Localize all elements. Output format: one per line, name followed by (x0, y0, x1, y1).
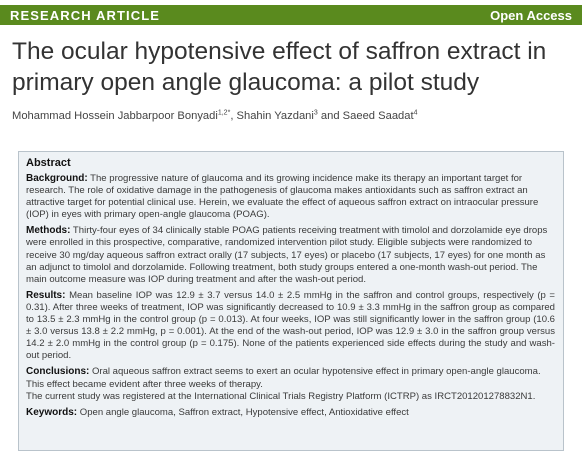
article-type-label: RESEARCH ARTICLE (10, 7, 161, 23)
results-label: Results: (26, 289, 66, 301)
author-name[interactable]: Shahin Yazdani (236, 110, 314, 122)
abstract-keywords (26, 407, 555, 419)
author-affiliation: 4 (413, 109, 418, 117)
open-access-label[interactable]: Open Access (490, 7, 572, 23)
methods-label: Methods: (26, 225, 71, 237)
keywords-label: Keywords: (26, 406, 78, 418)
author-list (12, 110, 418, 122)
background-text: The progressive nature of glaucoma and its growing incidence make its therapy an important target for research. The role of oxidative damage in the pathogenesis of glaucoma makes antioxidants such as saffron extract an attractive target for potential clinical use. Herein, we evaluate the effect of aqueous saffron extract on intraocular pressure (IOP) in eyes with primary open-angle glaucoma (POAG). (26, 173, 539, 221)
abstract-box (18, 151, 564, 451)
abstract-heading: Abstract (26, 157, 71, 169)
methods-text: Thirty-four eyes of 34 clinically stable POAG patients receiving treatment with timolol and dorzolamide eye drops were enrolled in this prospective, comparative, randomized intervention pilot study. Eligible subjects were randomized to receive 30 mg/day aqueous saffron extract orally (17 subjects, 17 eyes) or placebo (17 subjects, 17 eyes) for one month as an adjunct to timolol and dorzolamide. Following treatment, both study groups entered a one-month wash-out period. The main outcome measure was IOP during treatment and after the wash-out period. (26, 225, 548, 285)
article-title: The ocular hypotensive effect of saffron extract in primary open angle glaucoma: a pilot study (12, 38, 547, 96)
results-text: Mean baseline IOP was 12.9 ± 3.7 versus 14.0 ± 2.5 mmHg in the saffron and control groups, respectively (p = 0.31). After three weeks of treatment, IOP was significantly decreased to 10.9 ± 3.3 mmHg in the saffron group as compared to 13.5 ± 2.3 mmHg in the control group (p = 0.013). At four weeks, IOP was still significantly lower in the saffron group (10.6 ± 3.0 versus 13.8 ± 2.2 mmHg, p = 0.001). At the end of the wash-out period, IOP was 12.9 ± 3.0 in the saffron group versus 14.2 ± 2.0 mmHg in the control group (p = 0.175). None of the patients experienced side effects during the study and wash-out period. (26, 289, 555, 362)
article-header-bar (0, 5, 582, 25)
abstract-results (26, 290, 555, 363)
trial-registration: The current study was registered at the International Clinical Trials Registry Platform (ICTRP) as IRCT201201278832N1. (26, 390, 536, 402)
abstract-background (26, 173, 555, 221)
conclusions-label: Conclusions: (26, 366, 90, 378)
author-name[interactable]: Mohammad Hossein Jabbarpoor Bonyadi (12, 110, 218, 122)
abstract-methods (26, 225, 555, 285)
author-name[interactable]: Saeed Saadat (342, 110, 414, 122)
abstract-conclusions (26, 366, 555, 390)
author-affiliation: 3 (313, 109, 318, 117)
keywords-text: Open angle glaucoma, Saffron extract, Hypotensive effect, Antioxidative effect (77, 406, 409, 418)
background-label: Background: (26, 173, 88, 184)
author-affiliation: 1,2* (217, 109, 231, 117)
conclusions-text: Oral aqueous saffron extract seems to exert an ocular hypotensive effect in primary open-angle glaucoma. This effect became evident after three weeks of therapy. (26, 366, 541, 390)
author-separator: , (230, 110, 237, 122)
author-separator: and (317, 110, 343, 122)
